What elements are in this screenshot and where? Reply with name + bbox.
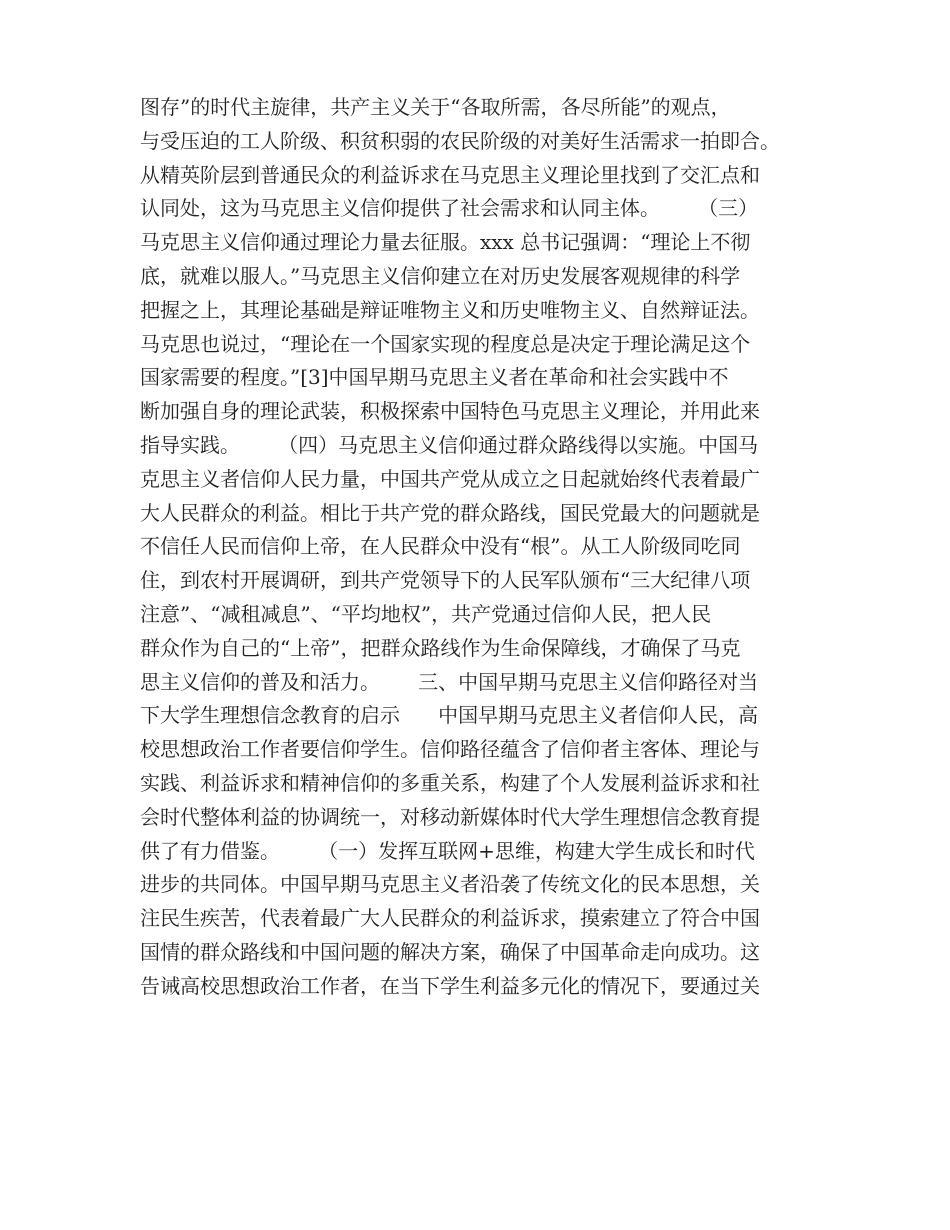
text-line: 与受压迫的工人阶级、积贫积弱的农民阶级的对美好生活需求一拍即合。 [140, 128, 780, 153]
body-text [140, 91, 820, 1004]
text-line: 国家需要的程度。”[3]中国早期马克思主义者在革命和社会实践中不 [140, 365, 729, 390]
text-line: 进步的共同体。中国早期马克思主义者沿袭了传统文化的民本思想，关 [140, 872, 760, 897]
text-line: 马克思主义信仰通过理论力量去征服。xxx 总书记强调：“理论上不彻 [140, 230, 751, 255]
text-line: 注意”、“减租减息”、“平均地权”，共产党通过信仰人民，把人民 [140, 601, 712, 626]
text-line: 思主义信仰的普及和活力。 三、中国早期马克思主义信仰路径对当 [140, 669, 759, 694]
text-line: 群众作为自己的“上帝”，把群众路线作为生命保障线，才确保了马克 [140, 635, 741, 660]
text-line: 马克思也说过，“理论在一个国家实现的程度总是决定于理论满足这个 [140, 331, 751, 356]
text-line: 认同处，这为马克思主义信仰提供了社会需求和认同主体。 （三） [140, 196, 759, 221]
text-line: 从精英阶层到普通民众的利益诉求在马克思主义理论里找到了交汇点和 [140, 162, 760, 187]
text-line: 告诫高校思想政治工作者，在当下学生利益多元化的情况下，要通过关 [140, 973, 760, 998]
text-line: 图存”的时代主旋律，共产主义关于“各取所需，各尽所能”的观点， [140, 95, 731, 119]
text-line: 注民生疾苦，代表着最广大人民群众的利益诉求，摸索建立了符合中国 [140, 906, 760, 931]
text-line: 大人民群众的利益。相比于共产党的群众路线，国民党最大的问题就是 [140, 500, 760, 525]
text-line: 住，到农村开展调研，到共产党领导下的人民军队颁布“三大纪律八项 [140, 568, 751, 593]
text-line: 供了有力借鉴。 （一）发挥互联网+思维，构建大学生成长和时代 [140, 838, 755, 863]
text-line: 校思想政治工作者要信仰学生。信仰路径蕴含了信仰者主客体、理论与 [140, 737, 760, 762]
text-line: 实践、利益诉求和精神信仰的多重关系，构建了个人发展利益诉求和社 [140, 770, 760, 795]
text-line: 克思主义者信仰人民力量，中国共产党从成立之日起就始终代表着最广 [140, 466, 760, 491]
text-line: 不信任人民而信仰上帝，在人民群众中没有“根”。从工人阶级同吃同 [140, 534, 741, 559]
text-line: 断加强自身的理论武装，积极探索中国特色马克思主义理论，并用此来 [140, 399, 760, 424]
text-line: 底，就难以服人。”马克思主义信仰建立在对历史发展客观规律的科学 [140, 263, 741, 288]
text-line: 下大学生理想信念教育的启示 中国早期马克思主义者信仰人民，高 [140, 703, 759, 728]
text-line: 会时代整体利益的协调统一，对移动新媒体时代大学生理想信念教育提 [140, 804, 760, 829]
text-line: 国情的群众路线和中国问题的解决方案，确保了中国革命走向成功。这 [140, 939, 760, 964]
text-line: 把握之上，其理论基础是辩证唯物主义和历史唯物主义、自然辩证法。 [140, 297, 760, 322]
text-line: 指导实践。 （四）马克思主义信仰通过群众路线得以实施。中国马 [140, 432, 759, 457]
